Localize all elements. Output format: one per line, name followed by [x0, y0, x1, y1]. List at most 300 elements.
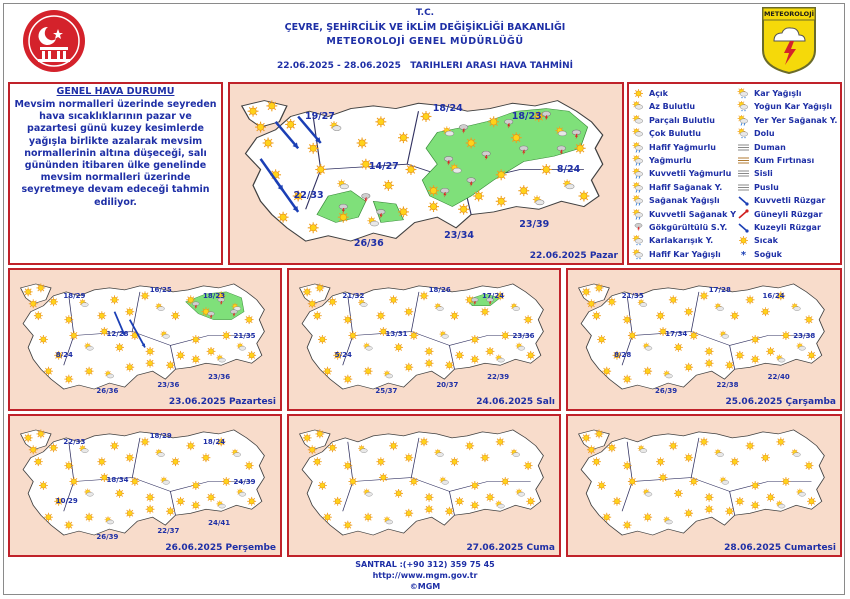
sun-icon — [766, 493, 775, 502]
sun-icon — [425, 505, 434, 514]
sun-icon — [315, 283, 324, 292]
legend-label: Karlakarışık Y. — [649, 236, 714, 246]
sun-icon — [146, 347, 155, 356]
sun-icon — [36, 429, 45, 438]
sun-icon — [125, 363, 134, 372]
north-wind-icon — [737, 222, 750, 233]
legend-item — [632, 115, 715, 126]
rain-icon — [632, 155, 645, 166]
sun-icon — [328, 443, 337, 452]
sun-icon — [602, 513, 611, 522]
sun-icon — [398, 206, 409, 217]
sun-icon — [582, 287, 591, 296]
sun-icon — [146, 505, 155, 514]
legend-item — [632, 128, 701, 139]
sun-icon — [266, 100, 277, 111]
legend-item — [737, 249, 782, 260]
sun-icon — [421, 111, 432, 122]
temperature-label: 24/39 — [233, 477, 256, 486]
legend-panel — [627, 82, 842, 265]
sun-icon — [85, 513, 94, 522]
sun-icon — [166, 507, 175, 516]
sun-icon — [146, 359, 155, 368]
sun-icon — [684, 363, 693, 372]
sun-icon — [705, 347, 714, 356]
legend-label: Hafif Yağmurlu — [649, 142, 716, 152]
sun-icon — [735, 351, 744, 360]
forecast-map-day7 — [566, 414, 842, 557]
temperature-label: 21/32 — [342, 291, 365, 300]
sun-icon — [343, 521, 352, 530]
sun-icon — [125, 307, 134, 316]
sun-icon — [44, 367, 53, 376]
sun-icon — [379, 473, 388, 482]
sun-icon — [404, 363, 413, 372]
sun-icon — [761, 307, 770, 316]
legend-item — [632, 195, 720, 206]
sun-icon — [470, 501, 479, 510]
legend-item — [632, 209, 736, 220]
legend-item — [632, 182, 722, 193]
sun-icon — [623, 461, 632, 470]
temperature-label: 22/39 — [487, 373, 510, 382]
sun-icon — [428, 185, 439, 196]
sun-icon — [141, 291, 150, 300]
sun-icon — [29, 445, 38, 454]
sun-icon — [684, 453, 693, 462]
sun-icon — [247, 497, 256, 506]
temperature-label: 23/34 — [444, 229, 474, 241]
sun-icon — [501, 477, 510, 486]
sun-icon — [34, 457, 43, 466]
sun-icon — [202, 453, 211, 462]
sun-icon — [623, 375, 632, 384]
sun-icon — [315, 429, 324, 438]
temperature-label: 8/28 — [614, 351, 632, 360]
sun-icon — [191, 355, 200, 364]
temperature-label: 18/24 — [203, 437, 226, 446]
forecast-map-day4 — [566, 268, 842, 411]
temperature-label: 18/23 — [511, 110, 542, 122]
sun-icon — [643, 513, 652, 522]
temperature-label: 8/24 — [55, 351, 73, 360]
temperature-label: 22/37 — [157, 527, 180, 536]
sun-icon — [766, 347, 775, 356]
temperature-label: 25/37 — [375, 387, 398, 396]
sun-icon — [130, 477, 139, 486]
sun-icon — [110, 441, 119, 450]
temperature-label: 18/34 — [106, 475, 129, 484]
sun-icon — [394, 343, 403, 352]
temperature-label: 23/36 — [157, 381, 180, 390]
strong-wind-icon — [737, 195, 750, 206]
sun-icon — [746, 295, 755, 304]
sun-icon — [674, 489, 683, 498]
sun-icon — [458, 204, 469, 215]
sleet-icon — [632, 235, 645, 246]
sun-icon — [445, 361, 454, 370]
sun-icon — [634, 89, 643, 98]
sun-icon — [481, 453, 490, 462]
sun-icon — [248, 106, 259, 117]
header-tc: T.C. — [415, 8, 435, 18]
sun-icon — [398, 132, 409, 143]
sun-icon — [578, 191, 589, 202]
hot-icon — [737, 235, 750, 246]
sun-icon — [69, 331, 78, 340]
legend-label: Sisli — [754, 169, 773, 179]
light-snow-icon — [632, 249, 645, 260]
sun-icon — [420, 437, 429, 446]
sun-icon — [303, 433, 312, 442]
sun-icon — [85, 367, 94, 376]
sun-icon — [222, 477, 231, 486]
sun-icon — [659, 473, 668, 482]
shower-icon — [632, 195, 645, 206]
sun-icon — [49, 443, 58, 452]
legend-label: Soğuk — [754, 249, 782, 259]
sun-icon — [383, 180, 394, 191]
temperature-label: 18/29 — [63, 291, 86, 300]
sun-icon — [348, 331, 357, 340]
sun-icon — [323, 513, 332, 522]
temperature-label: 5/24 — [334, 351, 352, 360]
sun-icon — [24, 433, 33, 442]
sun-icon — [64, 461, 73, 470]
temperature-label: 18/26 — [428, 285, 451, 294]
sun-icon — [705, 493, 714, 502]
sun-icon — [805, 461, 814, 470]
sun-icon — [409, 331, 418, 340]
legend-item — [737, 128, 775, 139]
sun-icon — [64, 315, 73, 324]
temperature-label: 20/37 — [436, 381, 459, 390]
forecast-map-day6 — [287, 414, 561, 557]
sun-icon — [486, 347, 495, 356]
general-forecast-text: Mevsim normalleri üzerinde seyreden hava sıcaklıklarının pazar ve pazartesi günü kuzey kesimlerde yağışla birlikte azalarak mevsim normallerinin altına düşeceği, salı gününden itibaren ülke genelinde mevsim normalleri üzerinde seyretmeye devam edeceği tahmin ediliyor. — [14, 99, 217, 208]
sun-icon — [597, 481, 606, 490]
sun-icon — [782, 477, 791, 486]
temperature-label: 8/24 — [556, 163, 581, 175]
sun-icon — [404, 509, 413, 518]
sun-icon — [607, 297, 616, 306]
legend-label: Kuvvetli Yağmurlu — [649, 169, 732, 179]
temperature-label: 22/40 — [767, 373, 790, 382]
forecast-map-day5 — [8, 414, 282, 557]
sun-icon — [245, 315, 254, 324]
partly-cloudy-icon — [738, 88, 748, 96]
sun-icon — [628, 331, 637, 340]
fog-icon — [737, 168, 750, 179]
sun-icon — [496, 196, 507, 207]
sun-icon — [751, 481, 760, 490]
temperature-label: 10/29 — [55, 497, 78, 506]
sun-icon — [751, 335, 760, 344]
forecast-map-day1 — [228, 82, 624, 265]
south-wind-icon — [737, 209, 750, 220]
sun-icon — [343, 375, 352, 384]
sun-icon — [389, 295, 398, 304]
sun-icon — [245, 461, 254, 470]
light-rain-icon — [632, 142, 645, 153]
sun-icon — [602, 367, 611, 376]
partly-cloudy-icon — [633, 155, 643, 163]
sun-icon — [725, 361, 734, 370]
sun-icon — [313, 311, 322, 320]
temperature-label: 14/27 — [368, 160, 399, 172]
header-directorate: METEOROLOJİ GENEL MÜDÜRLÜĞÜ — [326, 36, 524, 47]
legend-item — [632, 142, 716, 153]
sun-icon — [473, 191, 484, 202]
sun-icon — [623, 521, 632, 530]
legend-item — [737, 209, 822, 220]
legend-label: Az Bulutlu — [649, 102, 696, 112]
sun-icon — [333, 497, 342, 506]
local-shower-icon — [737, 115, 750, 126]
temperature-label: 17/24 — [482, 291, 505, 300]
sun-icon — [69, 477, 78, 486]
sun-icon — [308, 143, 319, 154]
legend-item — [632, 222, 727, 233]
sun-icon — [425, 347, 434, 356]
sun-icon — [450, 457, 459, 466]
legend-label: Hafif Kar Yağışlı — [649, 249, 721, 259]
snow-icon — [737, 88, 750, 99]
header-date-range: 22.06.2025 - 28.06.2025 TARIHLERI ARASI HAVA TAHMİNİ — [276, 61, 574, 71]
sun-icon — [176, 497, 185, 506]
sun-icon — [751, 355, 760, 364]
hail-icon — [737, 128, 750, 139]
sun-icon — [409, 477, 418, 486]
sun-icon — [684, 509, 693, 518]
temperature-label: 24/41 — [208, 519, 231, 528]
sun-icon — [186, 441, 195, 450]
legend-label: Puslu — [754, 182, 779, 192]
sun-icon — [501, 331, 510, 340]
sun-icon — [481, 307, 490, 316]
partly-cloudy-icon — [633, 142, 643, 150]
legend-item — [737, 235, 778, 246]
heavy-rain-icon — [632, 168, 645, 179]
partly-cloudy-icon — [633, 101, 643, 109]
legend-item — [632, 155, 692, 166]
legend-label: Yağmurlu — [649, 156, 692, 165]
temperature-label: 16/25 — [149, 285, 172, 294]
temperature-label: 18/29 — [149, 431, 172, 440]
sun-icon — [730, 457, 739, 466]
sun-icon — [318, 335, 327, 344]
temperature-label: 22/33 — [63, 437, 86, 446]
sun-icon — [761, 453, 770, 462]
sun-icon — [807, 351, 816, 360]
partly-cloudy-icon — [633, 128, 643, 136]
sun-icon — [466, 138, 477, 149]
sun-icon — [730, 311, 739, 320]
sun-icon — [669, 441, 678, 450]
temperature-label: 21/35 — [233, 331, 256, 340]
sun-icon — [313, 457, 322, 466]
sun-icon — [110, 295, 119, 304]
temperature-label: 12/28 — [106, 329, 129, 338]
thrace-outline — [242, 101, 287, 128]
legend-item — [737, 222, 821, 233]
sun-icon — [39, 481, 48, 490]
temperature-label: 23/38 — [793, 331, 816, 340]
sun-icon — [24, 287, 33, 296]
map-date-label: 27.06.2025 Cuma — [466, 543, 555, 553]
sun-icon — [445, 507, 454, 516]
svg-text:*: * — [740, 249, 747, 260]
sun-icon — [191, 335, 200, 344]
sun-icon — [425, 359, 434, 368]
sun-icon — [308, 299, 317, 308]
sun-icon — [376, 311, 385, 320]
temperature-label: 21/35 — [621, 291, 644, 300]
sun-icon — [420, 291, 429, 300]
few-clouds-icon — [632, 101, 645, 112]
legend-item — [632, 235, 713, 246]
footer-url[interactable]: http://www.mgm.gov.tr — [372, 571, 478, 580]
sun-icon — [782, 331, 791, 340]
sun-icon — [455, 497, 464, 506]
sun-icon — [338, 212, 349, 223]
sun-icon — [488, 116, 499, 127]
sun-icon — [323, 367, 332, 376]
temperature-label: 17/28 — [708, 285, 731, 294]
sun-icon — [115, 489, 124, 498]
legend-item — [632, 88, 668, 99]
sun-icon — [628, 477, 637, 486]
temperature-label: 18/24 — [432, 102, 463, 114]
sun-icon — [700, 437, 709, 446]
sun-icon — [348, 477, 357, 486]
sun-icon — [364, 367, 373, 376]
sun-icon — [597, 335, 606, 344]
partly-cloudy-icon — [633, 115, 643, 123]
partly-cloudy-icon — [738, 101, 748, 109]
temperature-label: 19/27 — [304, 110, 335, 122]
sun-icon — [343, 315, 352, 324]
legend-label: Kuzeyli Rüzgar — [754, 223, 821, 232]
temperature-label: 17/34 — [665, 329, 688, 338]
sun-icon — [669, 295, 678, 304]
thunderstorm-icon — [635, 223, 642, 231]
sun-icon — [526, 497, 535, 506]
heavy-shower-icon — [632, 209, 645, 220]
sun-icon — [592, 311, 601, 320]
sun-icon — [751, 501, 760, 510]
legend-label: Yoğun Kar Yağışlı — [754, 102, 832, 112]
legend-label: Kuvvetli Rüzgar — [754, 196, 826, 206]
temperature-label: 26/39 — [655, 387, 678, 396]
sun-icon — [166, 361, 175, 370]
legend-label: Güneyli Rüzgar — [754, 209, 823, 219]
legend-item — [737, 115, 837, 126]
sun-icon — [64, 521, 73, 530]
legend-item — [737, 88, 802, 99]
sun-icon — [735, 497, 744, 506]
sun-icon — [700, 291, 709, 300]
sun-icon — [623, 315, 632, 324]
sun-icon — [375, 116, 386, 127]
sun-icon — [746, 441, 755, 450]
sun-icon — [146, 493, 155, 502]
sun-icon — [315, 164, 326, 175]
sun-icon — [689, 331, 698, 340]
sandstorm-icon — [737, 155, 750, 166]
legend-item — [737, 142, 786, 153]
sun-icon — [357, 138, 368, 149]
sun-icon — [684, 307, 693, 316]
partly-cloudy-icon — [632, 115, 645, 126]
temperature-label: 23/39 — [519, 219, 550, 231]
legend-item — [737, 168, 773, 179]
legend-label: Sağanak Yağışlı — [649, 196, 720, 206]
sun-icon — [632, 88, 645, 99]
legend-label: Sıcak — [754, 236, 778, 246]
sun-icon — [656, 457, 665, 466]
sun-icon — [705, 505, 714, 514]
smoke-icon — [737, 142, 750, 153]
sun-icon — [739, 236, 748, 245]
legend-label: Parçalı Bulutlu — [649, 115, 715, 125]
sun-icon — [725, 507, 734, 516]
sun-icon — [247, 351, 256, 360]
sun-icon — [328, 297, 337, 306]
sun-icon — [486, 493, 495, 502]
header-ministry: ÇEVRE, ŞEHİRCİLİK VE İKLİM DEĞİŞİKLİĞİ BAKANLIĞI — [284, 22, 566, 33]
sun-icon — [285, 119, 296, 130]
sun-icon — [518, 185, 529, 196]
sun-icon — [425, 493, 434, 502]
sun-icon — [125, 453, 134, 462]
temperature-label: 26/36 — [96, 387, 119, 396]
sun-icon — [176, 351, 185, 360]
map-date-label: 26.06.2025 Perşembe — [165, 543, 276, 553]
sun-icon — [406, 164, 417, 175]
partly-cloudy-icon — [633, 195, 643, 203]
map-date-label: 25.06.2025 Çarşamba — [725, 397, 836, 407]
thunderstorm-icon — [632, 222, 645, 233]
sun-icon — [643, 367, 652, 376]
temperature-label: 22/33 — [293, 190, 324, 201]
sun-icon — [587, 299, 596, 308]
legend-item — [632, 168, 731, 179]
footer-phone: SANTRAL :(+90 312) 359 75 45 — [355, 560, 495, 569]
sun-icon — [255, 122, 266, 133]
sun-icon — [541, 164, 552, 175]
legend-item — [737, 182, 779, 193]
sun-icon — [191, 501, 200, 510]
sun-icon — [394, 489, 403, 498]
sun-icon — [450, 311, 459, 320]
sun-icon — [49, 297, 58, 306]
legend-label: Açık — [649, 89, 668, 98]
sun-icon — [404, 307, 413, 316]
partly-cloudy-icon — [633, 168, 643, 176]
partly-cloudy-icon — [738, 115, 748, 123]
sun-icon — [656, 311, 665, 320]
sun-icon — [97, 311, 106, 320]
sun-icon — [308, 222, 319, 233]
forecast-map-day3 — [287, 268, 561, 411]
sun-icon — [595, 429, 604, 438]
sun-icon — [278, 212, 289, 223]
footer-copyright: ©MGM — [409, 582, 441, 591]
sun-icon — [364, 513, 373, 522]
sun-icon — [582, 433, 591, 442]
sun-icon — [404, 453, 413, 462]
